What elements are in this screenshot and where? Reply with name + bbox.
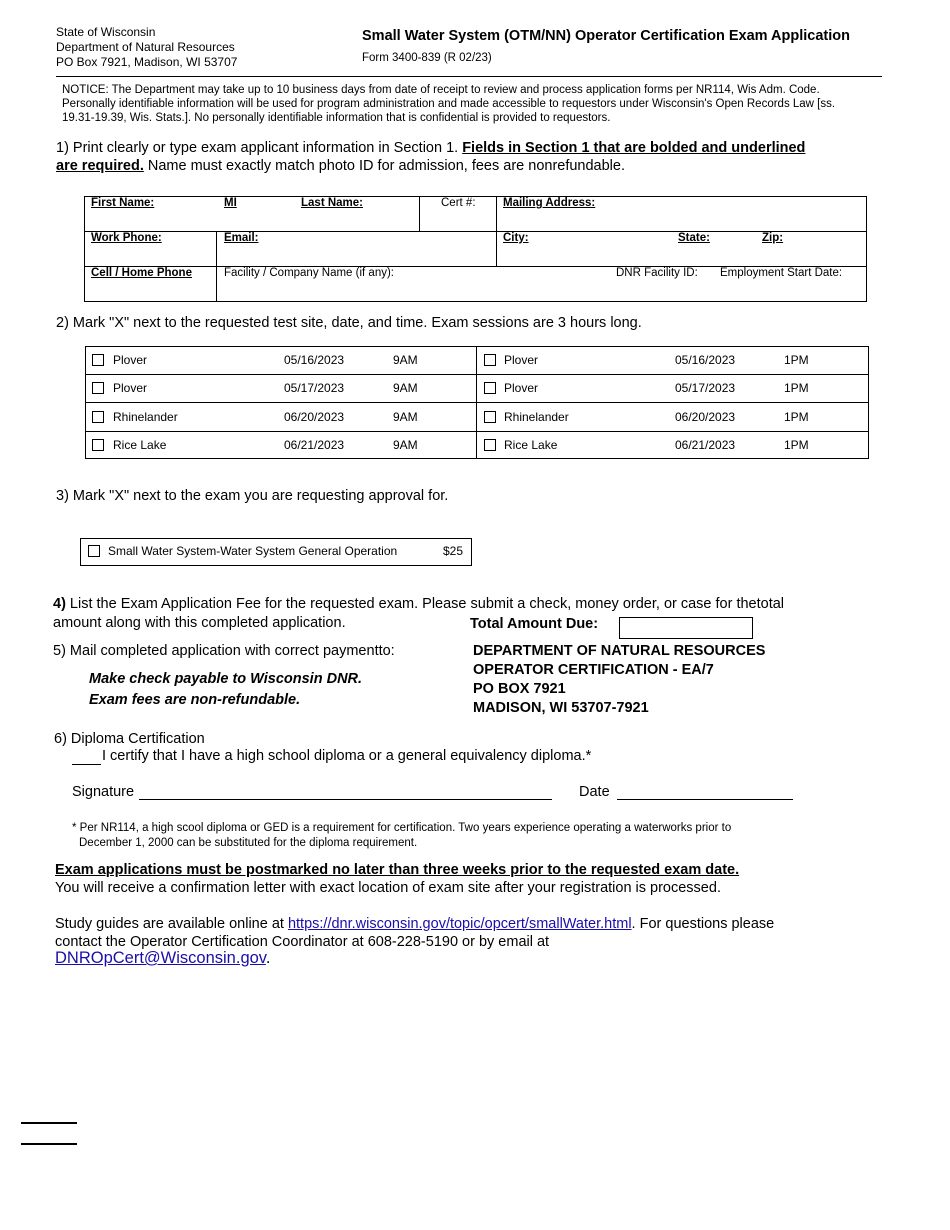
session-date: 06/20/2023	[284, 410, 345, 424]
first-name-field[interactable]: First Name:	[91, 197, 155, 209]
session-date: 05/16/2023	[284, 353, 345, 367]
facility-name-field[interactable]: Facility / Company Name (if any):	[224, 267, 394, 279]
session-date: 05/17/2023	[675, 381, 736, 395]
row-divider	[85, 431, 869, 432]
section3-intro: 3) Mark "X" next to the exam you are requesting approval for.	[56, 488, 449, 504]
session-site: Plover	[504, 381, 539, 395]
dnr-facility-id-field[interactable]: DNR Facility ID:	[616, 267, 698, 279]
session-checkbox[interactable]	[484, 382, 496, 394]
postmark-deadline: Exam applications must be postmarked no later than three weeks prior to the requested exam date.	[55, 862, 740, 878]
agency-address	[56, 25, 237, 70]
session-checkbox[interactable]	[92, 439, 104, 451]
work-phone-field[interactable]: Work Phone:	[91, 232, 162, 244]
col-divider	[216, 231, 217, 302]
study-guides-post: . For questions please	[631, 916, 775, 932]
cell-phone-field[interactable]: Cell / Home Phone	[91, 267, 192, 279]
session-time: 9AM	[393, 410, 418, 424]
agency-department: Department of Natural Resources	[56, 40, 235, 54]
state-field[interactable]: State:	[678, 232, 710, 244]
zip-field[interactable]: Zip:	[762, 232, 784, 244]
section4-line1	[53, 595, 853, 613]
session-checkbox[interactable]	[484, 411, 496, 423]
section2-intro: 2) Mark "X" next to the requested test site, date, and time. Exam sessions are 3 hours long.	[56, 315, 642, 331]
section1-intro-b: Name must exactly match photo ID for admission, fees are nonrefundable.	[143, 158, 625, 174]
session-time: 1PM	[784, 353, 809, 367]
session-site: Plover	[113, 381, 148, 395]
address-line: DEPARTMENT OF NATURAL RESOURCES	[473, 643, 766, 659]
session-site: Plover	[504, 353, 539, 367]
notice-text: NOTICE: The Department may take up to 10 business days from date of receipt to review and process application forms per NR114, Wis Adm. Code. Personally identifiable information will be used for program administration and made accessible to requestors under Wisconsin's Open Records Law [ss. 19.31-19.39, Wis. Stats.]. No personally identifiable information that is confidential is provided to requestors.	[62, 84, 836, 124]
middle-initial-field[interactable]: MI	[224, 197, 237, 209]
session-time: 1PM	[784, 438, 809, 452]
address-line: PO BOX 7921	[473, 681, 566, 697]
total-amount-label: Total Amount Due:	[470, 616, 599, 632]
col-divider	[496, 196, 497, 266]
row-divider	[85, 374, 869, 375]
mailing-address-field[interactable]: Mailing Address:	[503, 197, 596, 209]
session-date: 05/16/2023	[675, 353, 736, 367]
agency-po-box: PO Box 7921, Madison, WI 53707	[56, 55, 238, 69]
exam-checkbox[interactable]	[88, 545, 100, 557]
section1-intro-a: 1) Print clearly or type exam applicant information in Section 1.	[56, 140, 463, 156]
refund-line: Exam fees are non-refundable.	[89, 692, 301, 708]
section4-text: List the Exam Application Fee for the requested exam. Please submit a check, money order, or case for thetotal	[65, 596, 785, 612]
certify-initial-line[interactable]	[72, 764, 101, 765]
email-period: .	[265, 949, 271, 967]
cert-number-field[interactable]: Cert #:	[441, 197, 476, 209]
last-name-field[interactable]: Last Name:	[301, 197, 363, 209]
exam-fee: $25	[443, 544, 464, 558]
exam-name: Small Water System-Water System General Operation	[108, 544, 398, 558]
section1-required-note: Fields in Section 1 that are bolded and underlined are required.	[56, 140, 806, 174]
header-divider	[56, 76, 882, 77]
row-divider	[85, 402, 869, 403]
email-field[interactable]: Email:	[224, 232, 259, 244]
signature-label: Signature	[72, 784, 135, 800]
address-line: MADISON, WI 53707-7921	[473, 700, 649, 716]
diploma-footnote-line1: * Per NR114, a high scool diploma or GED is a requirement for certification. Two years experience operating a waterworks prior to	[72, 822, 732, 834]
section5-intro: 5) Mail completed application with correct paymentto:	[53, 643, 395, 659]
section1-intro	[56, 139, 816, 175]
session-time: 1PM	[784, 410, 809, 424]
session-site: Rice Lake	[113, 438, 167, 452]
study-guides-text: Study guides are available online at	[55, 916, 288, 932]
study-guides-line	[55, 915, 915, 933]
session-date: 06/21/2023	[675, 438, 736, 452]
session-site: Rice Lake	[504, 438, 558, 452]
diploma-footnote-line2: December 1, 2000 can be substituted for the diploma requirement.	[79, 837, 418, 849]
payable-line: Make check payable to Wisconsin DNR.	[89, 671, 363, 687]
session-site: Plover	[113, 353, 148, 367]
margin-mark	[21, 1143, 77, 1145]
signature-line[interactable]	[139, 799, 552, 800]
city-field[interactable]: City:	[503, 232, 529, 244]
section6-title: 6) Diploma Certification	[54, 731, 205, 747]
session-checkbox[interactable]	[92, 382, 104, 394]
session-date: 05/17/2023	[284, 381, 345, 395]
confirmation-note: You will receive a confirmation letter with exact location of exam site after your registration is processed.	[55, 880, 721, 896]
contact-email-link[interactable]: DNROpCert@Wisconsin.gov	[55, 949, 266, 967]
section4-line2: amount along with this completed application.	[53, 615, 346, 631]
session-site: Rhinelander	[504, 410, 569, 424]
session-date: 06/21/2023	[284, 438, 345, 452]
email-line	[55, 949, 270, 968]
mailing-address-block	[473, 642, 765, 718]
session-date: 06/20/2023	[675, 410, 736, 424]
form-title: Small Water System (OTM/NN) Operator Certification Exam Application	[362, 28, 850, 44]
employment-start-field[interactable]: Employment Start Date:	[720, 267, 843, 279]
form-number: Form 3400-839 (R 02/23)	[362, 52, 492, 64]
study-guides-link[interactable]: https://dnr.wisconsin.gov/topic/opcert/smallWater.html	[287, 916, 632, 932]
diploma-certify-text: I certify that I have a high school diploma or a general equivalency diploma.*	[102, 748, 592, 764]
date-line[interactable]	[617, 799, 793, 800]
margin-mark	[21, 1122, 77, 1124]
session-time: 9AM	[393, 353, 418, 367]
applicant-info-table	[84, 196, 867, 302]
row-divider	[84, 231, 867, 232]
session-checkbox[interactable]	[484, 439, 496, 451]
session-checkbox[interactable]	[92, 411, 104, 423]
agency-state: State of Wisconsin	[56, 25, 156, 39]
session-checkbox[interactable]	[484, 354, 496, 366]
address-line: OPERATOR CERTIFICATION - EA/7	[473, 662, 714, 678]
payable-instructions	[89, 669, 362, 711]
session-site: Rhinelander	[113, 410, 178, 424]
session-time: 9AM	[393, 381, 418, 395]
total-amount-input[interactable]	[619, 617, 753, 639]
session-checkbox[interactable]	[92, 354, 104, 366]
col-divider	[419, 196, 420, 231]
session-time: 9AM	[393, 438, 418, 452]
contact-line: contact the Operator Certification Coordinator at 608-228-5190 or by email at	[55, 934, 550, 950]
session-time: 1PM	[784, 381, 809, 395]
section4-number: 4)	[53, 596, 66, 612]
date-label: Date	[579, 784, 610, 800]
